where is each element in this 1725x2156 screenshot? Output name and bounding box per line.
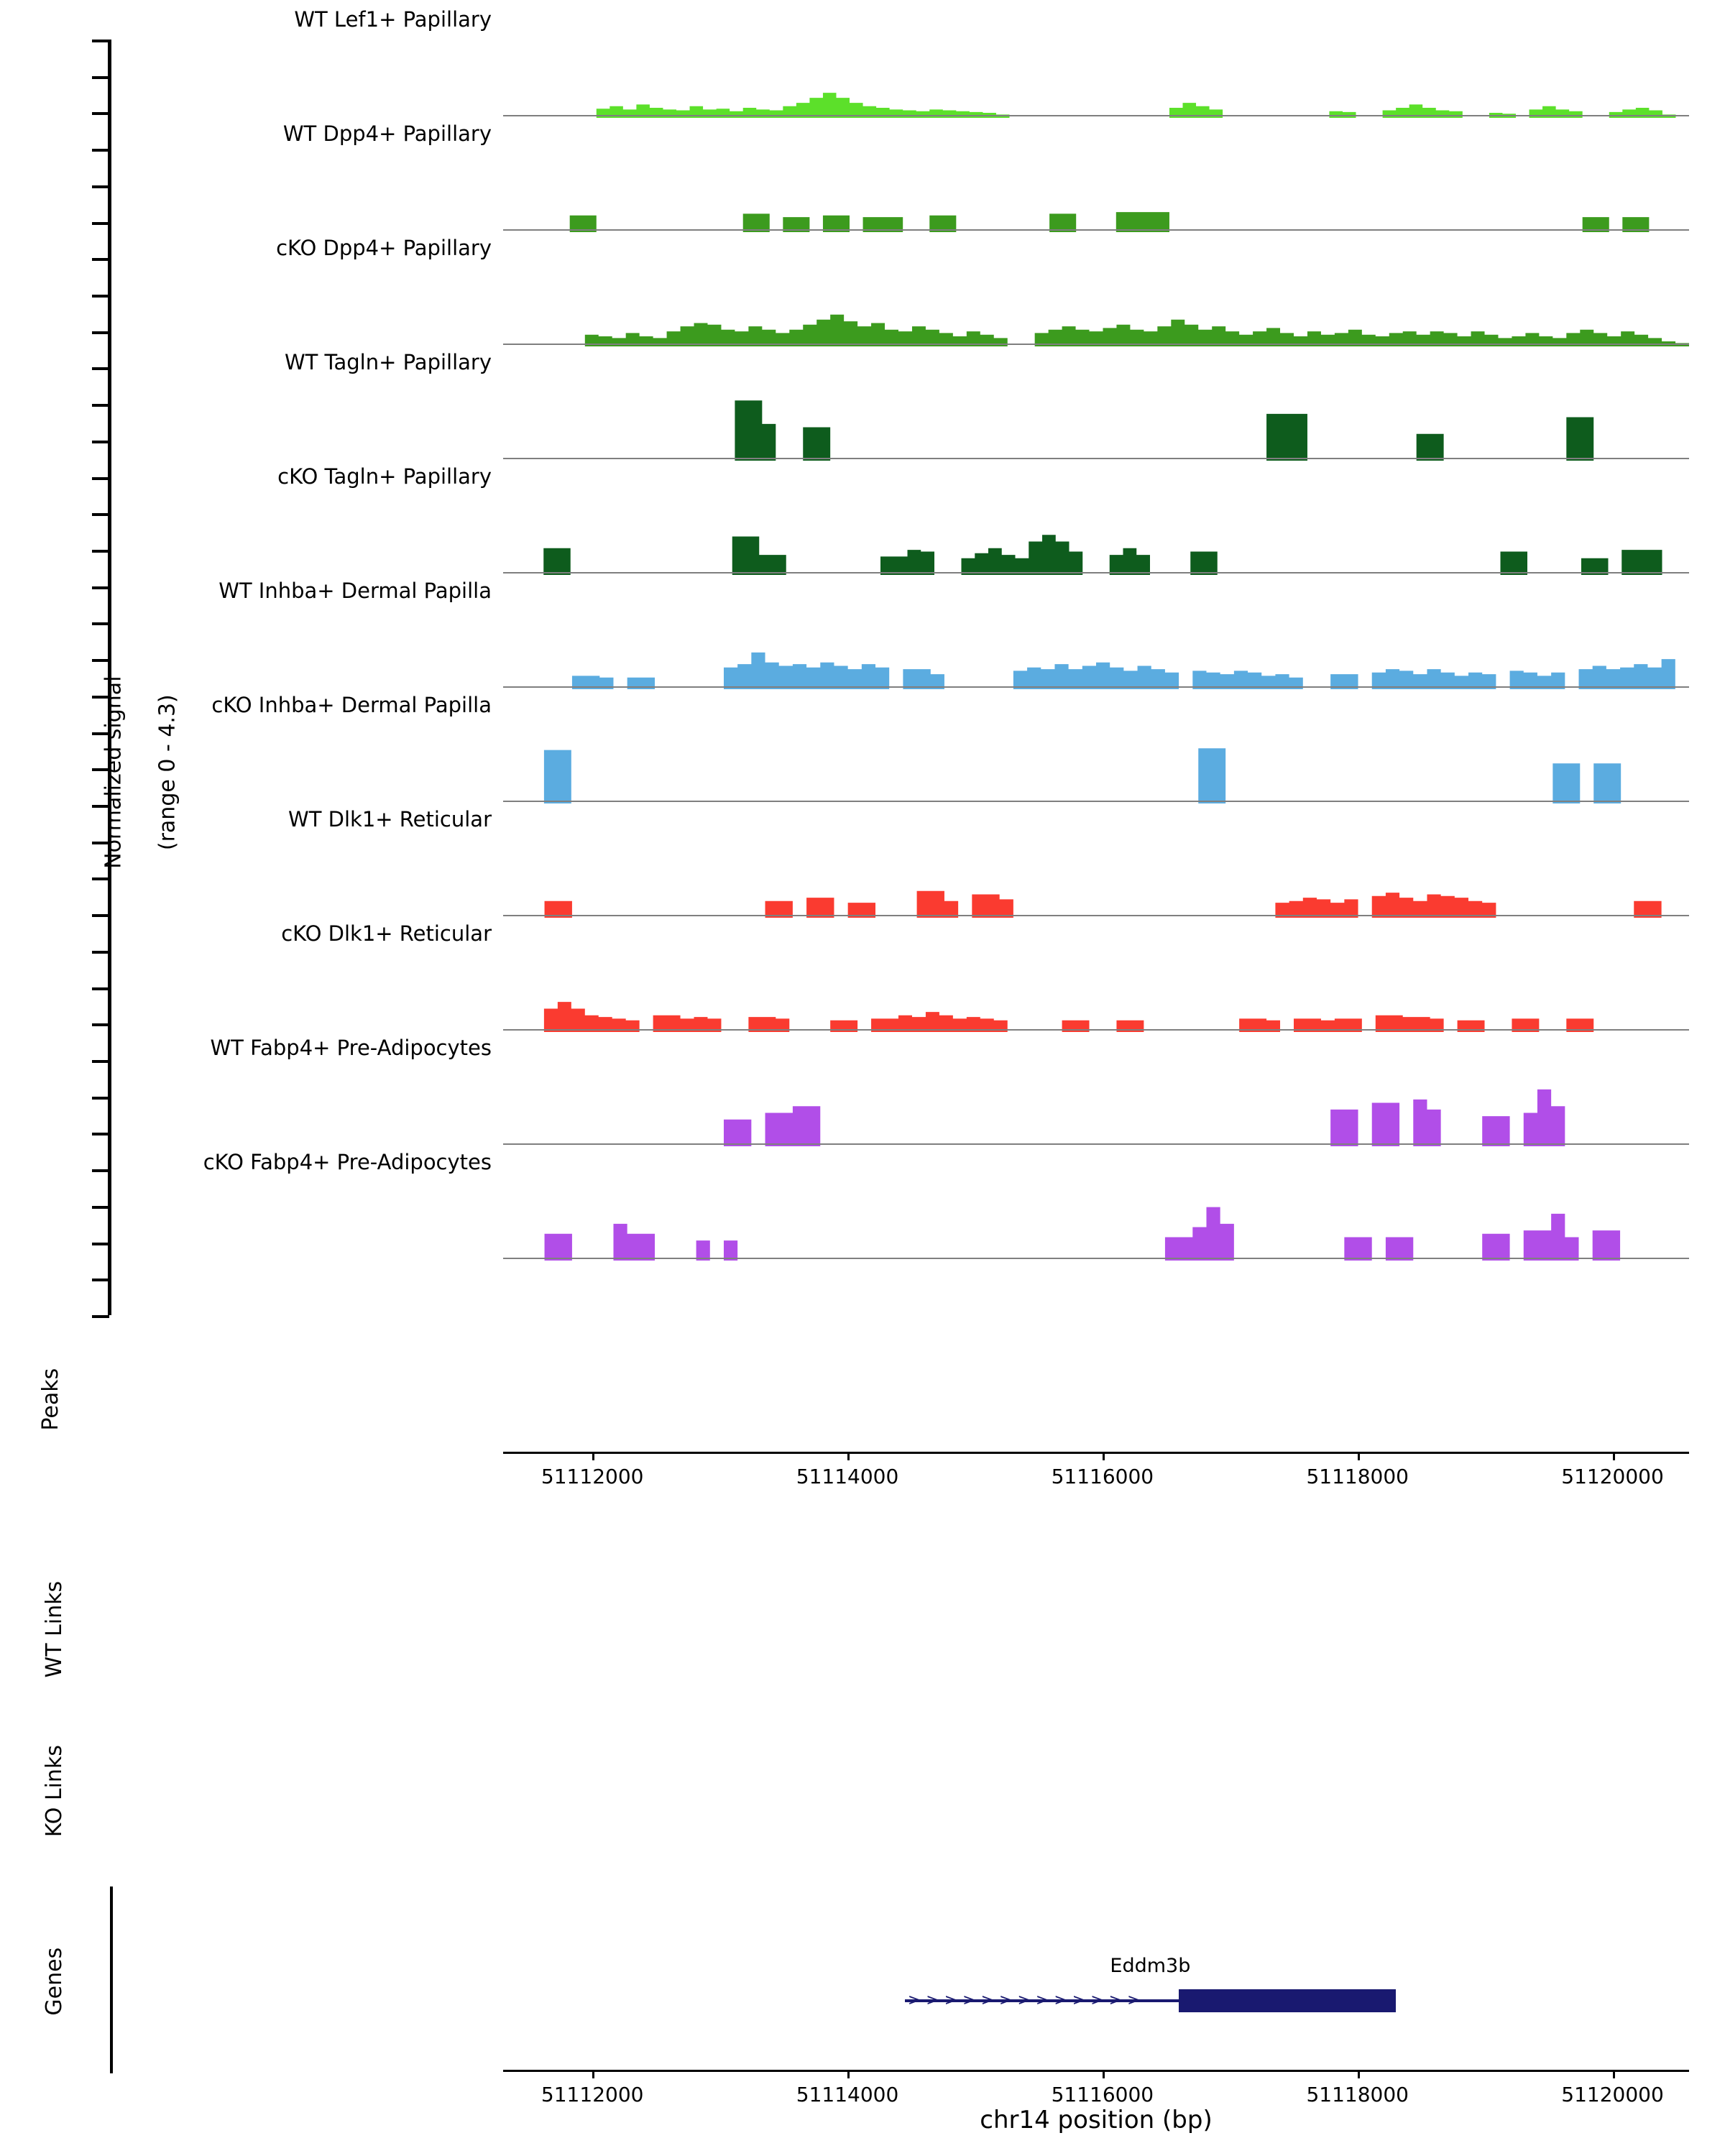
track-baseline [503, 344, 1689, 345]
signal-track [211, 693, 1689, 803]
track-baseline [503, 801, 1689, 802]
signal-axis-tick [92, 1060, 109, 1063]
bp-axis-tick-label: 51114000 [796, 1465, 899, 1488]
track-label: WT Dlk1+ Reticular [288, 807, 492, 831]
gene-exon-block [1179, 1989, 1396, 2012]
signal-axis-tick [92, 112, 109, 115]
genes-label-text: Genes [41, 1947, 67, 2016]
genes-section-label [14, 1902, 95, 2088]
track-signal-area [503, 617, 1689, 689]
track-signal-area [503, 1074, 1689, 1146]
signal-track [284, 350, 1689, 461]
signal-track [203, 1150, 1689, 1261]
bp-axis-tick-label: 51112000 [540, 1465, 644, 1488]
signal-axis-tick [92, 331, 109, 334]
bp-axis-top-line [503, 1452, 1689, 1454]
gene-track [503, 1955, 1689, 2041]
track-signal-area [503, 503, 1689, 575]
bp-axis-bottom-line [503, 2070, 1689, 2072]
signal-track [276, 236, 1689, 346]
signal-track [210, 1036, 1689, 1146]
track-signal-area [503, 389, 1689, 461]
signal-track [281, 921, 1689, 1032]
bp-axis-tick [847, 1452, 850, 1460]
track-label: cKO Dpp4+ Papillary [276, 236, 492, 260]
signal-axis-tick [92, 550, 109, 553]
bp-axis-tick-label: 51120000 [1561, 2083, 1664, 2106]
track-baseline [503, 115, 1689, 116]
bp-axis-tick-label: 51118000 [1306, 2083, 1409, 2106]
track-baseline [503, 572, 1689, 573]
y-axis-label-line2: (range 0 - 4.3) [154, 694, 180, 851]
bp-axis-tick [592, 2070, 594, 2078]
bp-axis-tick-label: 51116000 [1051, 1465, 1154, 1488]
track-label: WT Inhba+ Dermal Papilla [218, 579, 492, 603]
ko-links-label-text: KO Links [41, 1745, 67, 1838]
track-signal-area [503, 960, 1689, 1032]
bp-axis-tick [847, 2070, 850, 2078]
track-label: WT Fabp4+ Pre-Adipocytes [210, 1036, 492, 1060]
signal-axis-tick [92, 185, 109, 188]
signal-track [294, 7, 1689, 118]
x-axis-title-text: chr14 position (bp) [980, 2106, 1213, 2134]
track-label: cKO Fabp4+ Pre-Adipocytes [203, 1150, 492, 1174]
genes-section-bar [110, 1886, 113, 2073]
signal-axis-tick [92, 1023, 109, 1026]
track-signal-area [503, 846, 1689, 918]
signal-axis-tick [92, 1097, 109, 1100]
track-baseline [503, 915, 1689, 916]
signal-axis-tick [92, 1315, 109, 1318]
track-baseline [503, 1258, 1689, 1259]
signal-axis-tick [92, 222, 109, 225]
peaks-section-label [10, 1334, 91, 1492]
track-label: cKO Dlk1+ Reticular [281, 921, 492, 946]
track-baseline [503, 229, 1689, 231]
track-label: cKO Inhba+ Dermal Papilla [211, 693, 492, 717]
signal-axis-tick [92, 1133, 109, 1135]
gene-name-label: Eddm3b [1110, 1955, 1191, 1977]
bp-axis-tick-label: 51120000 [1561, 1465, 1664, 1488]
bp-axis-tick [1613, 2070, 1615, 2078]
bp-axis-tick-label: 51114000 [796, 2083, 899, 2106]
ko-links-section-label [14, 1704, 95, 1905]
x-axis-title [503, 2106, 1689, 2134]
signal-track [288, 807, 1689, 918]
wt-links-label-text: WT Links [41, 1580, 67, 1678]
signal-track [218, 579, 1689, 689]
bp-axis-tick [1358, 1452, 1360, 1460]
track-signal-area [503, 275, 1689, 346]
signal-axis-tick [92, 513, 109, 516]
peaks-label-text: Peaks [37, 1368, 63, 1431]
track-baseline [503, 686, 1689, 688]
bp-axis-tick [1103, 1452, 1105, 1460]
track-label: WT Dpp4+ Papillary [282, 121, 492, 146]
track-signal-area [503, 732, 1689, 803]
signal-axis-tick [92, 441, 109, 443]
track-label: WT Tagln+ Papillary [284, 350, 492, 374]
track-signal-area [503, 1189, 1689, 1261]
signal-track [277, 464, 1689, 575]
track-signal-area [503, 160, 1689, 232]
bp-axis-tick [1358, 2070, 1360, 2078]
signal-track [282, 121, 1689, 232]
track-signal-area [503, 46, 1689, 118]
track-baseline [503, 1029, 1689, 1031]
bp-axis-tick [1613, 1452, 1615, 1460]
bp-axis-tick [592, 1452, 594, 1460]
signal-axis-tick [92, 1279, 109, 1281]
signal-axis-tick [92, 404, 109, 407]
track-baseline [503, 458, 1689, 459]
track-baseline [503, 1143, 1689, 1145]
signal-axis-tick [92, 295, 109, 298]
track-label: cKO Tagln+ Papillary [277, 464, 492, 489]
bp-axis-tick-label: 51116000 [1051, 2083, 1154, 2106]
bp-axis-tick [1103, 2070, 1105, 2078]
signal-axis-tick [92, 76, 109, 79]
track-label: WT Lef1+ Papillary [294, 7, 492, 32]
gene-strand-arrows: >>>>>>>>>>>>> [907, 1993, 1146, 2009]
signal-axis-tick [92, 40, 109, 42]
signal-axis-tick [92, 1243, 109, 1245]
y-axis-label-line1: Normalized signal [100, 676, 126, 869]
signal-axis-tick [92, 1206, 109, 1209]
bp-axis-tick-label: 51118000 [1306, 1465, 1409, 1488]
bp-axis-tick-label: 51112000 [540, 2083, 644, 2106]
signal-axis-tick [92, 149, 109, 152]
